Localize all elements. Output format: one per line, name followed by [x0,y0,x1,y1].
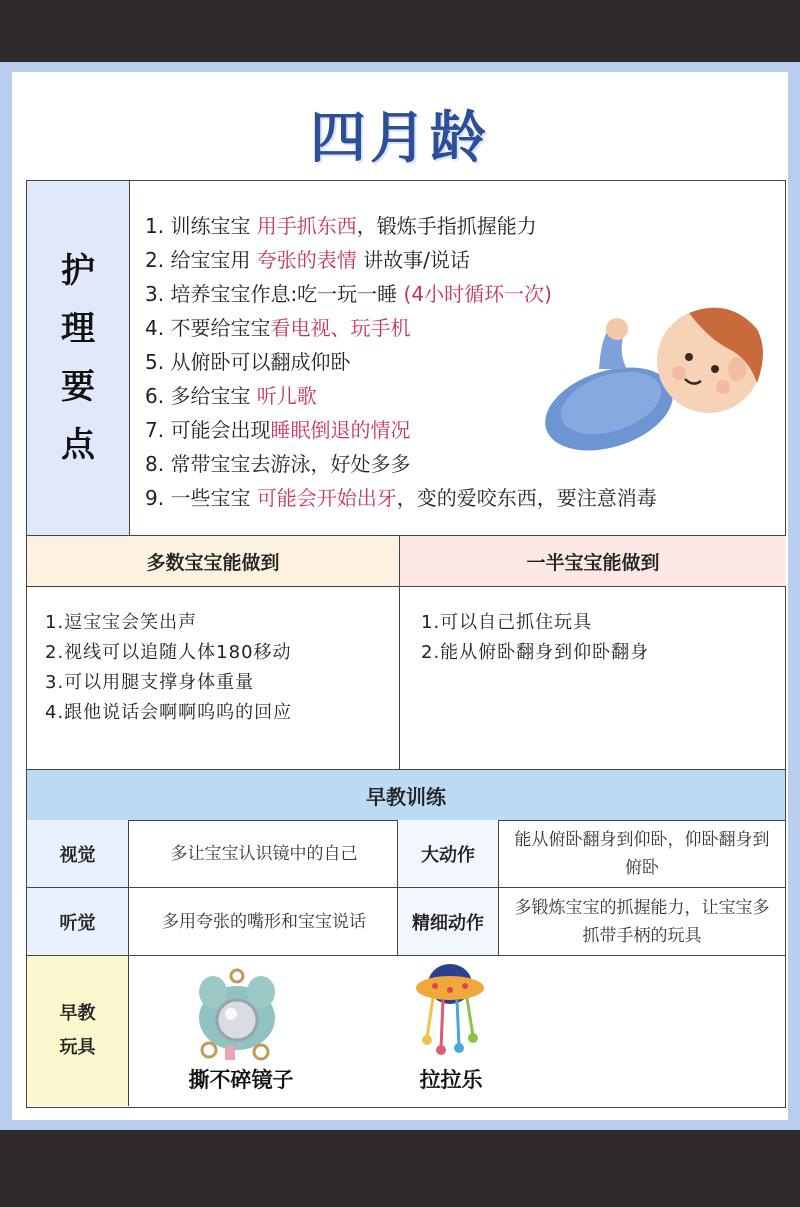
toys-row [27,956,785,1106]
row-text-2: 多锻炼宝宝的抓握能力，让宝宝多抓带手柄的玩具 [514,897,770,946]
care-item-text: 9. 一些宝宝 [145,486,257,510]
care-item-highlight: 用手抓东西 [256,214,357,238]
list-item: 1.逗宝宝会笑出声 [45,612,198,633]
care-item-highlight: 看电视、玩手机 [270,316,411,340]
poster-card [12,72,788,1120]
care-item-highlight: 睡眠倒退的情况 [270,418,411,442]
care-item-highlight: 可能会开始出牙 [256,486,397,510]
care-item [145,243,785,277]
care-item-text: 1. 训练宝宝 [145,214,257,238]
row-text: 多用夸张的嘴形和宝宝说话 [162,911,366,932]
care-item-text: 讲故事/说话 [356,248,470,272]
care-item-text: 6. 多给宝宝 [145,384,257,408]
care-points-table [26,180,786,536]
most-babies-header: 多数宝宝能做到 [27,536,399,587]
bottom-dark-bar [0,1130,800,1207]
most-babies-list [45,608,292,728]
care-label-char: 理 [61,309,95,349]
half-babies-header: 一半宝宝能做到 [399,536,786,587]
row-label-2: 大动作 [397,820,499,887]
half-babies-list [421,608,649,668]
care-item-text: 5. 从俯卧可以翻成仰卧 [145,350,351,374]
row-label-2: 精细动作 [397,888,499,955]
pull-toy-image [413,962,487,1066]
early-education-table [26,770,786,1108]
toys-label [27,956,129,1106]
care-label-char: 要 [61,367,95,407]
page-title: 四月龄 [310,106,490,171]
list-item: 4.跟他说话会啊啊呜呜的回应 [45,702,293,723]
care-item-text: 8. 常带宝宝去游泳，好处多多 [145,452,411,476]
row-label: 听觉 [27,888,129,955]
row-text: 多让宝宝认识镜中的自己 [170,843,358,864]
care-label-char: 护 [61,251,95,291]
list-item: 1.可以自己抓住玩具 [421,612,593,633]
row-text-2: 能从俯卧翻身到仰卧，仰卧翻身到俯卧 [514,829,770,878]
care-item [145,209,785,243]
care-item-text: ，锻炼手指抓握能力 [356,214,537,238]
row-label: 视觉 [27,820,129,887]
toy-name: 撕不碎镜子 [188,1068,294,1092]
list-item: 3.可以用腿支撑身体重量 [45,672,255,693]
column-divider [399,586,400,770]
baby-illustration [539,299,769,469]
poster-frame [0,62,800,1130]
top-dark-bar [0,0,800,62]
table-row [27,888,785,956]
early-education-header: 早教训练 [27,770,785,821]
mirror-toy-image [191,966,283,1066]
care-item-highlight: 夸张的表情 [256,248,357,272]
care-item-text: 3. 培养宝宝作息:吃一玩一睡 [145,282,404,306]
abilities-table [26,536,786,770]
table-row [27,820,785,888]
care-label-char: 点 [61,425,95,465]
care-item-highlight: 听儿歌 [256,384,317,408]
care-points-label [27,181,130,535]
care-item [145,481,785,515]
list-item: 2.能从俯卧翻身到仰卧翻身 [421,642,650,663]
care-item-text: 2. 给宝宝用 [145,248,257,272]
list-item: 2.视线可以追随人体180移动 [45,642,292,663]
toys-label-text: 早教玩具 [59,1003,96,1058]
care-item-highlight: (4小时循环一次) [403,282,552,306]
care-item-text: 4. 不要给宝宝 [145,316,271,340]
care-item-text: ，变的爱咬东西，要注意消毒 [396,486,657,510]
care-item-text: 7. 可能会出现 [145,418,271,442]
toy-name: 拉拉乐 [419,1068,483,1092]
